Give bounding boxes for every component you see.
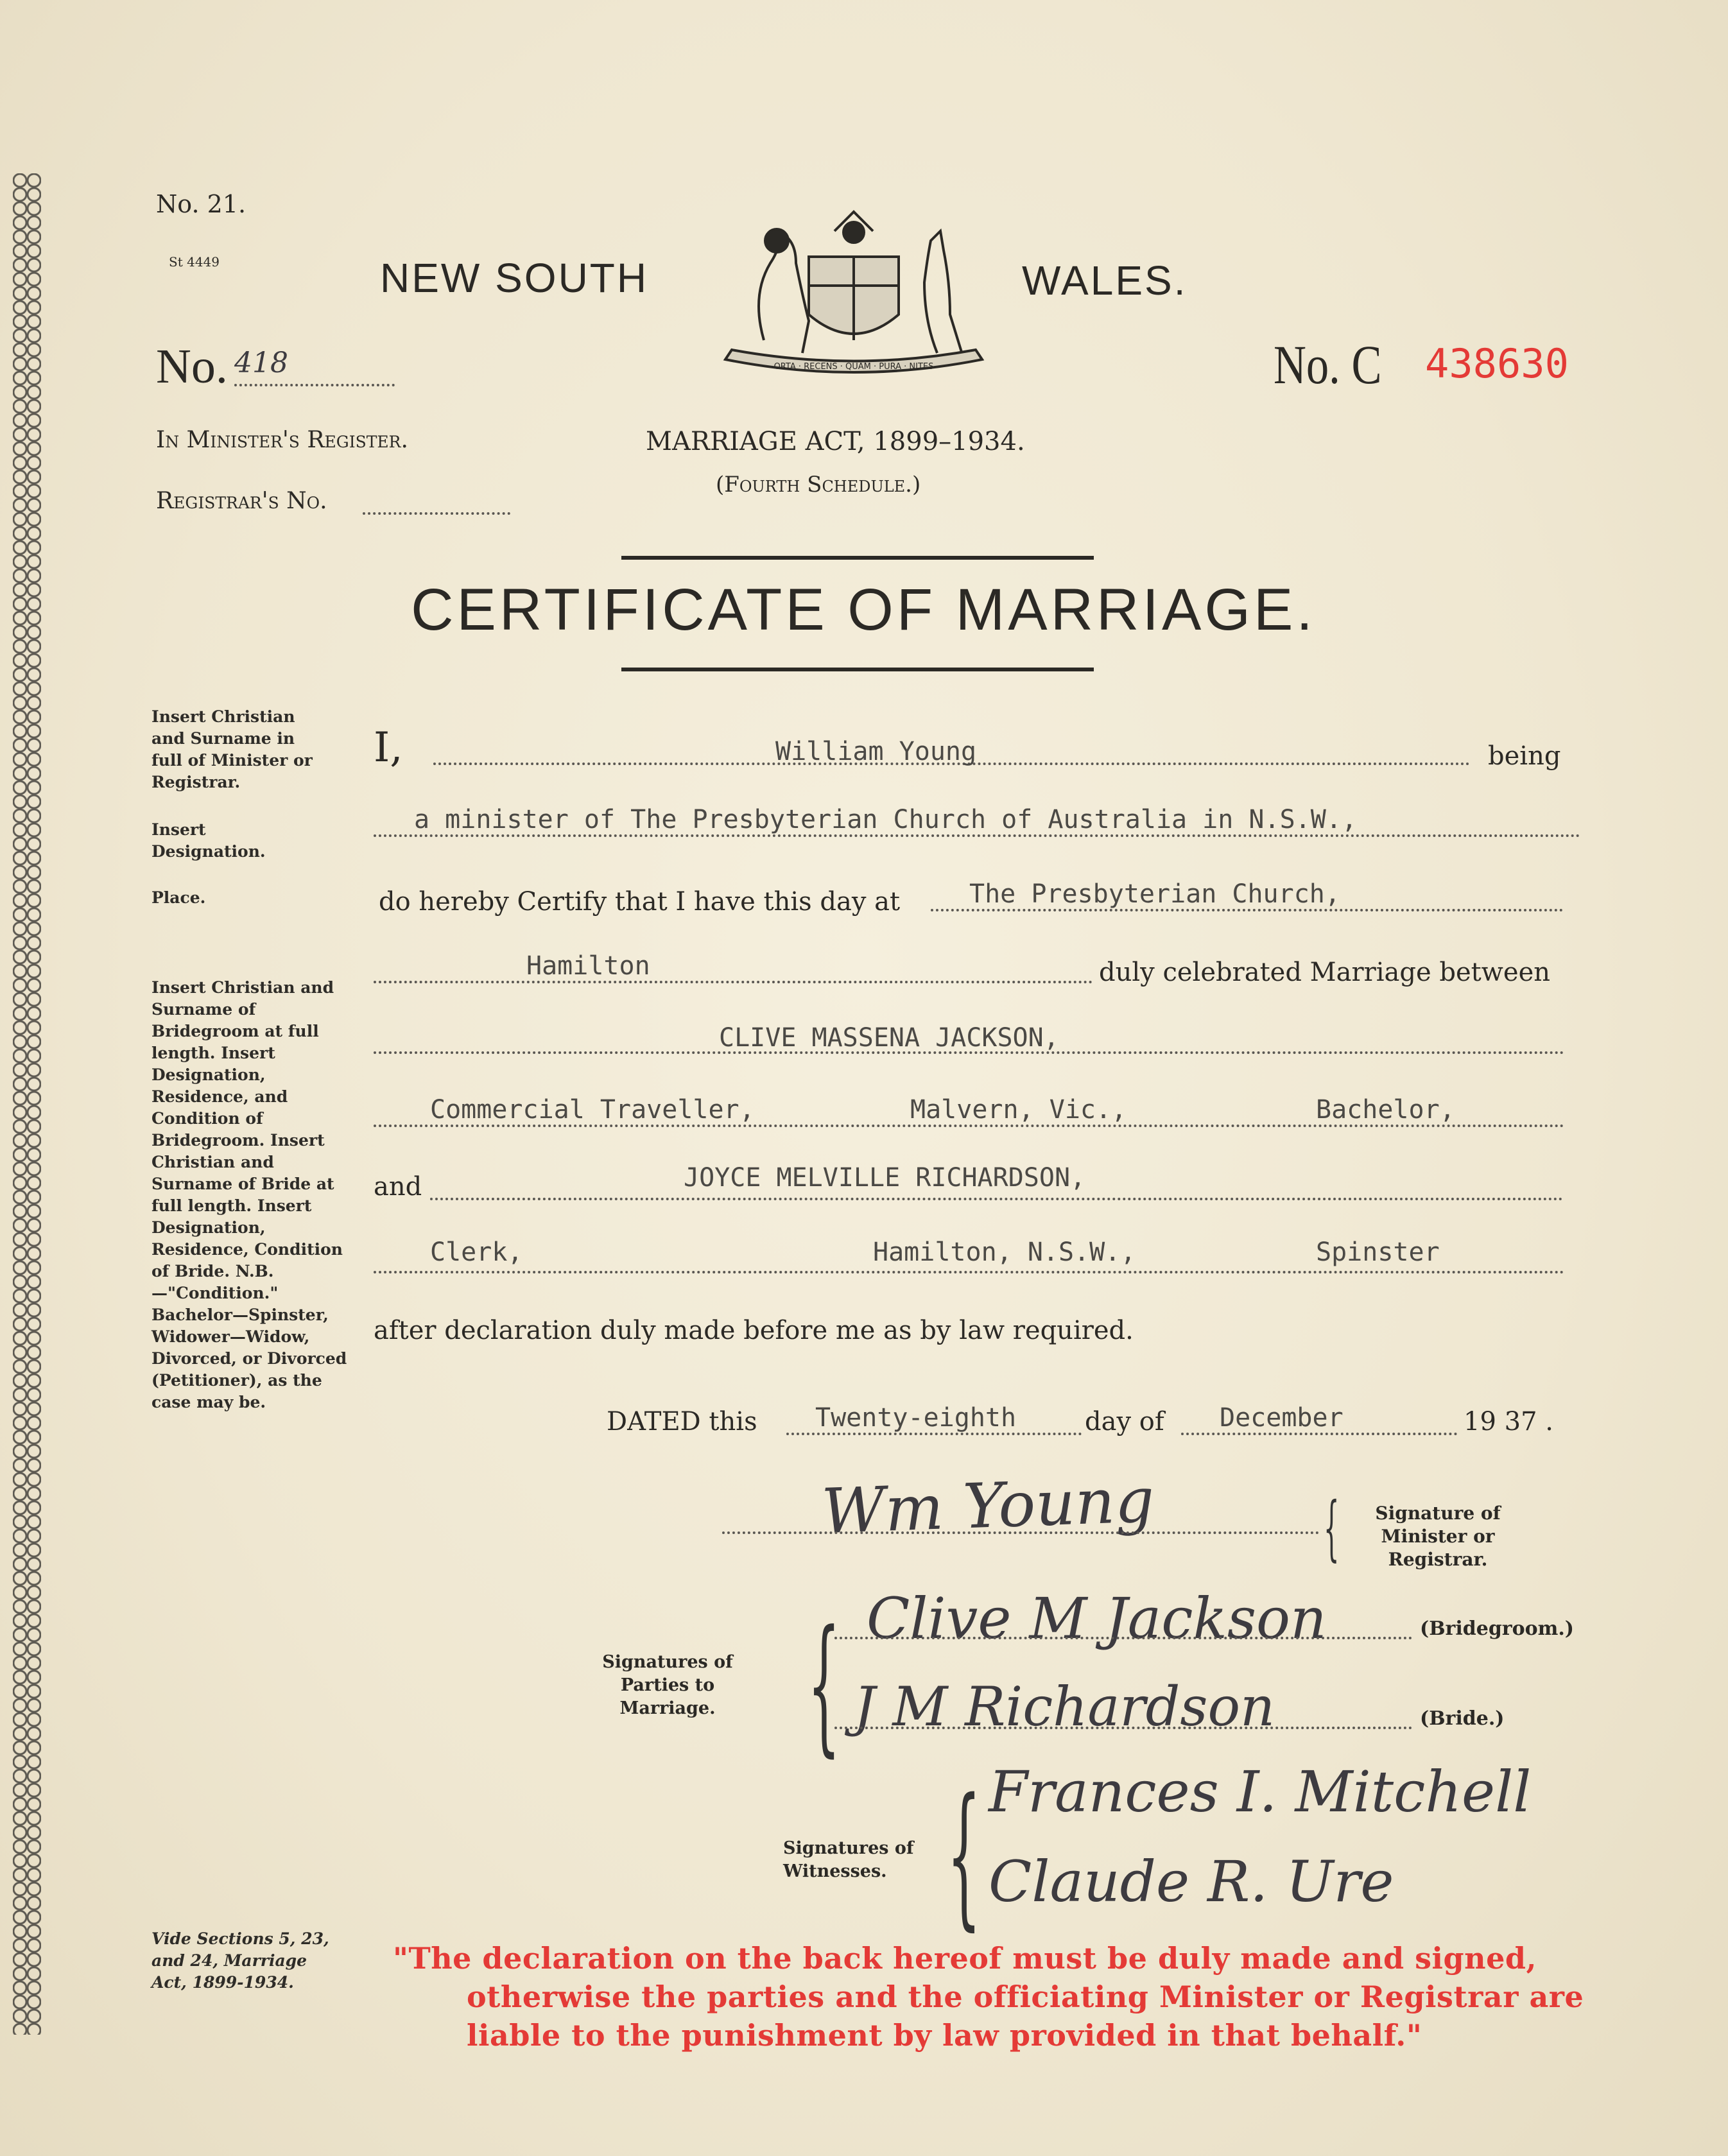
dated-day: Twenty-eighth bbox=[815, 1403, 1017, 1433]
act-title: MARRIAGE ACT, 1899–1934. bbox=[646, 427, 1025, 456]
decorative-border bbox=[13, 173, 41, 2035]
bride-designation: Clerk, bbox=[430, 1238, 523, 1267]
note-minister-name: Insert Christian and Surname in full of Minister or Registrar. bbox=[151, 707, 313, 791]
note-designation: Insert Designation. bbox=[151, 820, 266, 861]
dated-year: 19 37 . bbox=[1464, 1407, 1553, 1436]
day-of-label: day of bbox=[1085, 1407, 1164, 1436]
certify-text: do hereby Certify that I have this day at bbox=[379, 887, 901, 917]
serial-label: No. C bbox=[1274, 334, 1382, 395]
state-right: WALES. bbox=[1022, 257, 1188, 304]
declaration-text: after declaration duly made before me as by law required. bbox=[374, 1316, 1134, 1345]
warning-line-1: "The declaration on the back hereof must be duly made and signed, bbox=[393, 1941, 1537, 1976]
schedule: (Fourth Schedule.) bbox=[716, 472, 921, 497]
and-label: and bbox=[374, 1172, 422, 1202]
witnesses-label: Signatures of Witnesses. bbox=[783, 1838, 914, 1881]
place-line-2: Hamilton bbox=[526, 951, 650, 981]
form-number: No. 21. bbox=[156, 190, 246, 218]
witnesses-brace: { bbox=[947, 1765, 981, 1945]
bride-signature-label: (Bride.) bbox=[1420, 1707, 1505, 1730]
warning-line-3: liable to the punishment by law provided in that behalf." bbox=[467, 2018, 1422, 2053]
bride-condition: Spinster bbox=[1316, 1238, 1440, 1267]
place-line-1: The Presbyterian Church, bbox=[969, 879, 1340, 909]
note-place: Place. bbox=[151, 888, 206, 907]
state-left: NEW SOUTH bbox=[380, 255, 649, 301]
warning-line-2: otherwise the parties and the officiating Minister or Registrar are bbox=[467, 1979, 1584, 2014]
witness-2-signature: Claude R. Ure bbox=[989, 1849, 1394, 1915]
coat-of-arms-icon bbox=[706, 205, 1001, 385]
witness-1-signature: Frances I. Mitchell bbox=[989, 1759, 1532, 1825]
minister-register-label: In Minister's Register. bbox=[156, 427, 408, 453]
minister-designation: a minister of The Presbyterian Church of Australia in N.S.W., bbox=[414, 805, 1358, 834]
groom-residence: Malvern, Vic., bbox=[910, 1095, 1127, 1125]
groom-signature-label: (Bridegroom.) bbox=[1420, 1617, 1574, 1640]
serial-number: 438630 bbox=[1425, 340, 1569, 387]
minister-no-label: No. bbox=[156, 340, 228, 393]
minister-name: William Young bbox=[775, 737, 977, 766]
crest-motto: ORTA · RECENS · QUAM · PURA · NITES bbox=[773, 362, 934, 372]
note-bridegroom: Insert Christian and Surname of Bridegroom at full length. Insert Designation, Residence, and Condition of Bridegroom. Insert Christian and Surname of Bride at full length. Insert Designation, Residence, Condition of Bride. N.B.—"Condition." Bachelor—Spinster, Widower—Widow, Divorced, or Divorced (Petitioner), as the case may be. bbox=[151, 978, 347, 1411]
bride-name: JOYCE MELVILLE RICHARDSON, bbox=[684, 1163, 1086, 1193]
registrar-no-label: Registrar's No. bbox=[156, 488, 327, 514]
bride-residence: Hamilton, N.S.W., bbox=[873, 1238, 1136, 1267]
celebrated-text: duly celebrated Marriage between bbox=[1099, 958, 1551, 987]
dated-month: December bbox=[1220, 1403, 1344, 1433]
groom-name: CLIVE MASSENA JACKSON, bbox=[719, 1023, 1059, 1053]
minister-no-value: 418 bbox=[234, 347, 288, 379]
being-label: being bbox=[1488, 741, 1561, 771]
dated-label: DATED this bbox=[607, 1407, 757, 1436]
stock-code: St 4449 bbox=[169, 254, 220, 270]
bride-signature: J M Richardson bbox=[854, 1675, 1275, 1738]
note-vide: Vide Sections 5, 23, and 24, Marriage Act, 1899-1934. bbox=[151, 1929, 329, 1992]
minister-signature: Wm Young bbox=[820, 1463, 1155, 1548]
minister-brace: { bbox=[1324, 1487, 1340, 1569]
groom-condition: Bachelor, bbox=[1316, 1095, 1455, 1125]
page-title: CERTIFICATE OF MARRIAGE. bbox=[411, 577, 1316, 642]
groom-signature: Clive M Jackson bbox=[867, 1585, 1327, 1651]
minister-signature-label: Signature of Minister or Registrar. bbox=[1375, 1503, 1501, 1570]
i-label: I, bbox=[374, 724, 403, 772]
groom-designation: Commercial Traveller, bbox=[430, 1095, 755, 1125]
parties-label: Signatures of Parties to Marriage. bbox=[602, 1652, 733, 1718]
parties-brace: { bbox=[808, 1600, 841, 1771]
